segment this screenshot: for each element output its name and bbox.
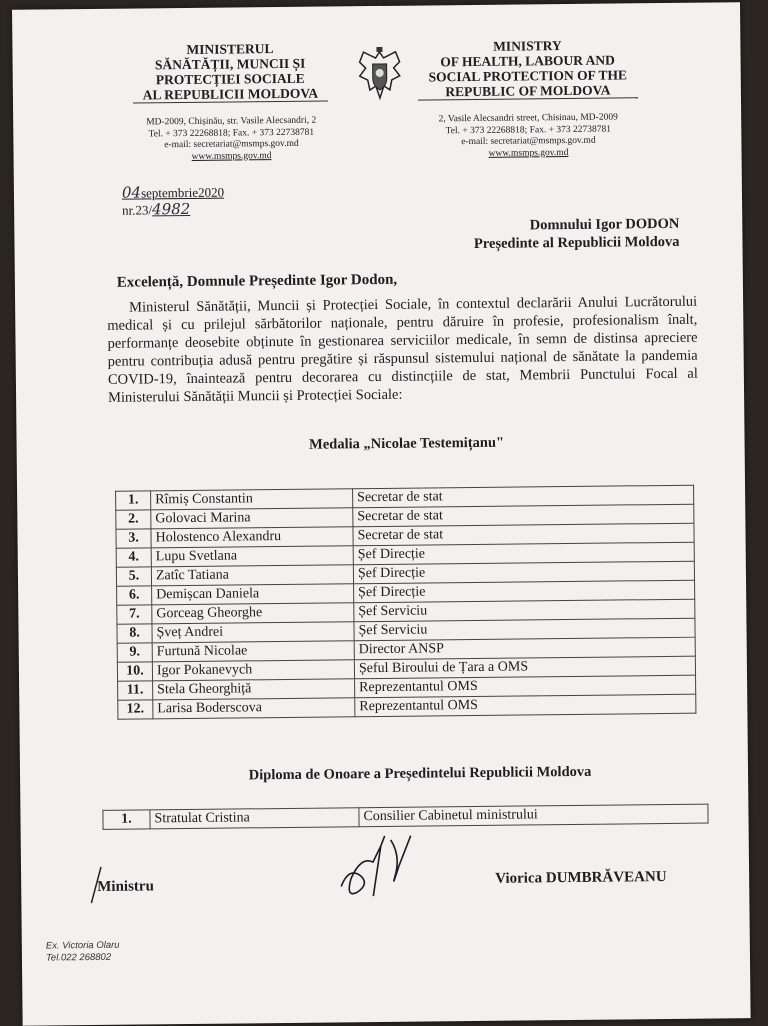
header-right-line: REPUBLIC OF MOLDOVA (418, 82, 638, 100)
person-role: Director ANSP (354, 637, 695, 660)
person-name: Stratulat Cristina (150, 808, 359, 829)
row-number: 6. (117, 586, 152, 605)
header-left-line: SĂNĂTĂȚII, MUNCII ȘI (154, 55, 306, 73)
email: e-mail: secretariat@msmps.gov.md (461, 135, 596, 148)
coat-of-arms-icon (355, 46, 404, 104)
row-number: 12. (118, 700, 153, 719)
minister-title: Ministru (97, 878, 154, 895)
person-role: Șeful Biroului de Țara a OMS (354, 656, 695, 679)
header-right-line: SOCIAL PROTECTION OF THE (428, 67, 628, 85)
diploma-title: Diploma de Onoare a Președintelui Republicii Moldova (248, 763, 592, 784)
date-month-year: septembrie2020 (140, 184, 225, 201)
email: e-mail: secretariat@msmps.gov.md (164, 138, 299, 151)
person-role: Șef Direcție (354, 580, 695, 603)
person-name: Larisa Boderscova (153, 698, 355, 719)
row-number: 1. (103, 810, 150, 829)
header-right-en (417, 37, 638, 100)
header-left-line: AL REPUBLICII MOLDOVA (133, 86, 328, 104)
row-number: 3. (116, 529, 151, 548)
salutation: Excelență, Domnule Președinte Igor Dodon, (116, 271, 398, 291)
executor-phone: Tel.022 268802 (45, 951, 112, 964)
header-left-line: PROTECȚIEI SOCIALE (155, 70, 305, 88)
person-role: Șef Serviciu (354, 618, 695, 641)
header-left-line: MINISTERUL (186, 41, 274, 57)
address: MD-2009, Chișinău, str. Vasile Alecsandri, 2 (146, 115, 317, 128)
row-number: 5. (116, 567, 151, 586)
document-page (12, 2, 751, 1026)
person-name: Golovaci Marina (151, 508, 353, 529)
person-name: Demișcan Daniela (152, 584, 354, 605)
person-role: Secretar de stat (353, 523, 694, 546)
person-name: Lupu Svetlana (151, 546, 353, 567)
row-number: 10. (117, 662, 152, 681)
row-number: 2. (116, 510, 151, 529)
person-role: Șef Serviciu (354, 599, 695, 622)
person-name: Holostenco Alexandru (151, 527, 353, 548)
person-role: Consilier Cabinetul ministrului (359, 804, 708, 827)
row-number: 1. (116, 491, 151, 510)
person-role: Șef Direcție (353, 561, 694, 584)
person-role: Șef Direcție (353, 542, 694, 565)
person-name: Igor Pokanevych (152, 660, 354, 681)
minister-name: Viorica DUMBRĂVEANU (495, 869, 667, 887)
row-number: 11. (118, 681, 153, 700)
row-number: 9. (117, 643, 152, 662)
website-link[interactable]: www.msmps.gov.md (191, 150, 272, 162)
website-link[interactable]: www.msmps.gov.md (488, 147, 569, 159)
executor-name: Ex. Victoria Olaru (45, 939, 120, 952)
ref-prefix: nr.23/ (122, 202, 153, 218)
header-right-line: MINISTRY (493, 38, 562, 54)
person-name: Șveț Andrei (152, 622, 354, 643)
person-name: Stela Gheorghiță (153, 679, 355, 700)
person-name: Furtună Nicolae (152, 641, 354, 662)
person-role: Reprezentantul OMS (355, 694, 696, 717)
ref-number: 4982 (152, 199, 191, 219)
addressee-name: Domnului Igor DODON (529, 215, 680, 234)
date-day: 04 (121, 183, 142, 202)
document-number (122, 200, 190, 219)
executor-info (46, 940, 120, 965)
medal-title: Medalia „Nicolae Testemițanu" (309, 434, 505, 453)
addressee (414, 215, 679, 254)
contact-left (121, 115, 341, 163)
header-right-line: OF HEALTH, LABOUR AND (440, 52, 615, 70)
phone: Tel. + 373 22268818; Fax. + 373 22738781 (445, 124, 612, 136)
medal-table (115, 485, 696, 720)
person-name: Rîmiș Constantin (151, 489, 353, 510)
person-role: Secretar de stat (353, 485, 694, 508)
addressee-title: Președinte al Republicii Moldova (473, 233, 680, 252)
person-name: Zatîc Tatiana (151, 565, 353, 586)
document-date (122, 183, 224, 202)
person-role: Reprezentantul OMS (355, 675, 696, 698)
phone: Tel. + 373 22268818; Fax. + 373 22738781 (148, 127, 315, 139)
header-left-ro (132, 41, 328, 104)
row-number: 7. (117, 605, 152, 624)
signature (321, 825, 442, 906)
body-paragraph: Ministerul Sănătății, Muncii și Protecției Sociale, în contextul declarării Anului Lucrătorului medical și cu prilejul sărbătorilor naționale, pentru dăruire în profesie, profesionalism înalt, performanțe deosebite obținute în gestionarea serviciilor medicale, în semn de distinsa apreciere pentru contribuția adusă pentru pregătire și răspunsul sistemului național de sănătate la pandemia COVID-19, înaintează pentru decorarea cu distincțiile de stat, Membrii Punctului Focal al Ministerului Sănătății Muncii și Protecției Sociale: (107, 293, 698, 406)
person-role: Secretar de stat (353, 504, 694, 527)
contact-right (418, 112, 638, 160)
row-number: 4. (116, 548, 151, 567)
person-name: Gorceag Gheorghe (152, 603, 354, 624)
address: 2, Vasile Alecsandri street, Chisinau, MD-2009 (438, 112, 618, 125)
row-number: 8. (117, 624, 152, 643)
